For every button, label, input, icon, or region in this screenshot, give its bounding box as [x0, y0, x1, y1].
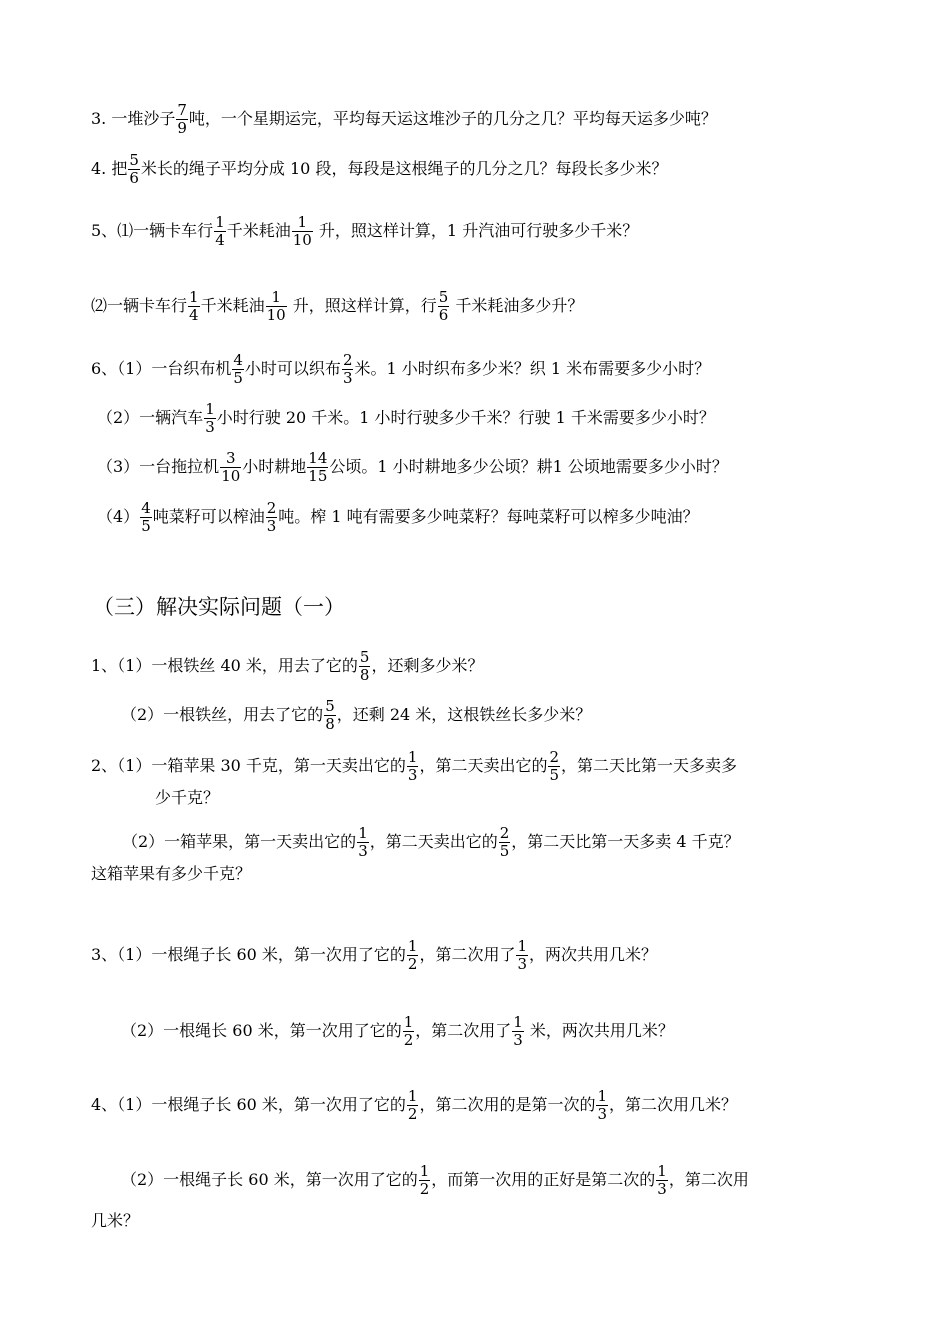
fraction-denominator: 10	[221, 467, 241, 485]
text-run: ，第二天卖出它的	[369, 832, 498, 851]
fraction	[357, 826, 369, 859]
fraction-numerator: 5	[325, 697, 335, 715]
section-problem-1-1	[91, 650, 483, 683]
fraction-numerator: 2	[266, 499, 277, 517]
section-problem-2-1	[91, 750, 737, 783]
fraction	[596, 1089, 608, 1122]
section-problem-3-1	[91, 939, 657, 972]
text-run: 小时耕地	[242, 457, 307, 476]
fraction	[266, 290, 287, 323]
text-run: （4）	[97, 507, 140, 526]
fraction-denominator: 4	[189, 306, 199, 324]
text-run: 1、（1）一根铁丝 40 米，用去了它的	[91, 656, 358, 675]
fraction-numerator: 1	[597, 1087, 608, 1105]
section-problem-4-2	[121, 1164, 749, 1197]
text-run: （2）一辆汽车	[97, 408, 204, 427]
fraction-numerator: 4	[141, 499, 151, 517]
fraction-numerator: 5	[438, 288, 449, 306]
text-run: 千米耗油	[200, 296, 265, 315]
fraction	[407, 1089, 419, 1122]
text-run: 6、（1）一台织布机	[91, 359, 232, 378]
fraction	[176, 103, 188, 136]
fraction-numerator: 1	[419, 1162, 430, 1180]
text-run: 升，照这样计算，1 升汽油可行驶多少千米？	[313, 221, 639, 240]
problem-6-3	[97, 451, 728, 484]
fraction	[407, 750, 419, 783]
fraction-denominator: 3	[205, 418, 215, 436]
text-run: 吨。榨 1 吨有需要多少吨菜籽？每吨菜籽可以榨多少吨油？	[278, 507, 699, 526]
section-problem-3-2	[121, 1015, 674, 1048]
section-problem-4-2-cont	[91, 1211, 139, 1231]
fraction-denominator: 5	[499, 842, 510, 860]
fraction-denominator: 2	[407, 955, 418, 973]
fraction	[438, 290, 450, 323]
fraction-denominator: 5	[233, 369, 243, 387]
fraction-numerator: 1	[266, 290, 287, 307]
fraction-denominator: 10	[292, 231, 312, 249]
fraction	[128, 153, 140, 186]
fraction-denominator: 8	[359, 666, 370, 684]
fraction-numerator: 2	[549, 748, 560, 766]
text-run: （2）一根铁丝，用去了它的	[121, 705, 324, 724]
section-problem-4-1	[91, 1089, 737, 1122]
fraction	[214, 215, 226, 248]
problem-6-4	[97, 501, 699, 534]
section-problem-2-1-cont	[155, 788, 219, 808]
section-problem-2-2-cont	[91, 864, 251, 884]
fraction	[266, 501, 278, 534]
text-run: 升，照这样计算，行	[287, 296, 437, 315]
fraction	[516, 939, 528, 972]
fraction-numerator: 2	[499, 824, 510, 842]
text-run: 4. 把	[91, 159, 128, 178]
fraction-denominator: 10	[266, 306, 286, 324]
fraction-denominator: 2	[403, 1031, 414, 1049]
text-run: ，还剩多少米？	[371, 656, 484, 675]
fraction-denominator: 6	[129, 169, 139, 187]
text-run: 小时行驶 20 千米。1 小时行驶多少千米？行驶 1 千米需要多少小时？	[216, 408, 715, 427]
fraction-denominator: 15	[308, 467, 328, 485]
fraction-numerator: 1	[407, 1087, 418, 1105]
fraction	[419, 1164, 431, 1197]
section-problem-1-2	[121, 699, 591, 732]
fraction	[232, 353, 244, 386]
text-run: ，还剩 24 米，这根铁丝长多少米？	[336, 705, 592, 724]
fraction-numerator: 4	[233, 351, 243, 369]
fraction-denominator: 5	[141, 517, 151, 535]
text-run: （2）一根绳子长 60 米，第一次用了它的	[121, 1170, 418, 1189]
fraction-numerator: 1	[407, 937, 418, 955]
fraction	[342, 353, 354, 386]
text-run: 3、（1）一根绳子长 60 米，第一次用了它的	[91, 945, 406, 964]
fraction-denominator: 4	[215, 231, 225, 249]
fraction-denominator: 3	[657, 1180, 667, 1198]
fraction-denominator: 5	[549, 766, 560, 784]
section-heading: （三）解决实际问题（一）	[93, 595, 345, 619]
fraction	[407, 939, 419, 972]
fraction-denominator: 3	[266, 517, 277, 535]
fraction-numerator: 1	[657, 1162, 667, 1180]
text-run: ，而第一次用的正好是第二次的	[431, 1170, 656, 1189]
fraction-numerator: 1	[292, 215, 313, 232]
fraction	[499, 826, 511, 859]
fraction-denominator: 2	[407, 1105, 418, 1123]
fraction-numerator: 5	[129, 151, 139, 169]
problem-3	[91, 103, 717, 136]
fraction	[140, 501, 152, 534]
fraction	[188, 290, 200, 323]
problem-4	[91, 153, 667, 186]
fraction-denominator: 2	[419, 1180, 430, 1198]
text-run: 公顷。1 小时耕地多少公顷？耕1 公顷地需要多少小时？	[329, 457, 728, 476]
fraction-numerator: 7	[177, 101, 187, 119]
fraction-numerator: 5	[359, 648, 370, 666]
fraction-numerator: 1	[205, 400, 215, 418]
fraction-denominator: 3	[407, 766, 418, 784]
fraction-denominator: 6	[438, 306, 449, 324]
fraction-numerator: 1	[517, 937, 528, 955]
fraction	[512, 1015, 524, 1048]
fraction-numerator: 3	[220, 451, 241, 468]
text-run: （3）一台拖拉机	[97, 457, 220, 476]
problem-6-1	[91, 353, 710, 386]
text-run: 米，两次共用几米？	[524, 1021, 674, 1040]
text-run: 千米耗油	[226, 221, 291, 240]
text-run: ，两次共用几米？	[529, 945, 658, 964]
fraction-numerator: 1	[403, 1013, 414, 1031]
fraction	[359, 650, 371, 683]
problem-6-2	[97, 402, 715, 435]
text-run: 米。1 小时织布多少米？织 1 米布需要多少小时？	[354, 359, 711, 378]
text-run: ，第二次用了	[419, 945, 516, 964]
fraction-numerator: 1	[358, 824, 368, 842]
fraction-numerator: 1	[189, 288, 199, 306]
fraction	[292, 215, 313, 248]
text-run: ，第二次用	[668, 1170, 749, 1189]
text-run: 小时可以织布	[244, 359, 341, 378]
fraction-numerator: 2	[342, 351, 353, 369]
text-run: （2）一箱苹果，第一天卖出它的	[122, 832, 357, 851]
fraction	[307, 451, 328, 484]
fraction-denominator: 3	[517, 955, 528, 973]
text-run: 3. 一堆沙子	[91, 109, 176, 128]
fraction	[656, 1164, 668, 1197]
text-run: ，第二次用的是第一次的	[419, 1095, 596, 1114]
fraction-numerator: 1	[513, 1013, 523, 1031]
text-run: 少千克？	[155, 788, 220, 807]
text-run: ，第二次用几米？	[609, 1095, 738, 1114]
text-run: 2、（1）一箱苹果 30 千克，第一天卖出它的	[91, 756, 406, 775]
fraction-numerator: 1	[407, 748, 418, 766]
text-run: 4、（1）一根绳子长 60 米，第一次用了它的	[91, 1095, 406, 1114]
text-run: 吨菜籽可以榨油	[152, 507, 265, 526]
fraction	[204, 402, 216, 435]
fraction-denominator: 3	[342, 369, 353, 387]
text-run: 米长的绳子平均分成 10 段，每段是这根绳子的几分之几？每段长多少米？	[140, 159, 668, 178]
fraction	[220, 451, 241, 484]
text-run: ，第二天比第一天多卖多	[561, 756, 738, 775]
text-run: 几米？	[91, 1211, 140, 1230]
fraction	[324, 699, 336, 732]
text-run: ⑵一辆卡车行	[91, 296, 188, 315]
fraction-denominator: 9	[177, 119, 187, 137]
text-run: 吨，一个星期运完，平均每天运这堆沙子的几分之几？平均每天运多少吨？	[188, 109, 717, 128]
text-run: 千米耗油多少升？	[450, 296, 584, 315]
section-problem-2-2	[122, 826, 740, 859]
fraction-numerator: 14	[308, 449, 328, 467]
problem-5-2	[91, 290, 583, 323]
fraction-denominator: 3	[597, 1105, 608, 1123]
text-run: （2）一根绳长 60 米，第一次用了它的	[121, 1021, 402, 1040]
text-run: 这箱苹果有多少千克？	[91, 864, 252, 883]
fraction	[548, 750, 560, 783]
fraction-numerator: 1	[215, 213, 225, 231]
text-run: ，第二次用了	[415, 1021, 512, 1040]
text-run: 5、⑴一辆卡车行	[91, 221, 214, 240]
fraction-denominator: 3	[358, 842, 368, 860]
fraction-denominator: 8	[325, 715, 335, 733]
fraction	[403, 1015, 415, 1048]
text-run: ，第二天卖出它的	[419, 756, 548, 775]
text-run: ，第二天比第一天多卖 4 千克？	[511, 832, 740, 851]
problem-5-1	[91, 215, 638, 248]
fraction-denominator: 3	[513, 1031, 523, 1049]
